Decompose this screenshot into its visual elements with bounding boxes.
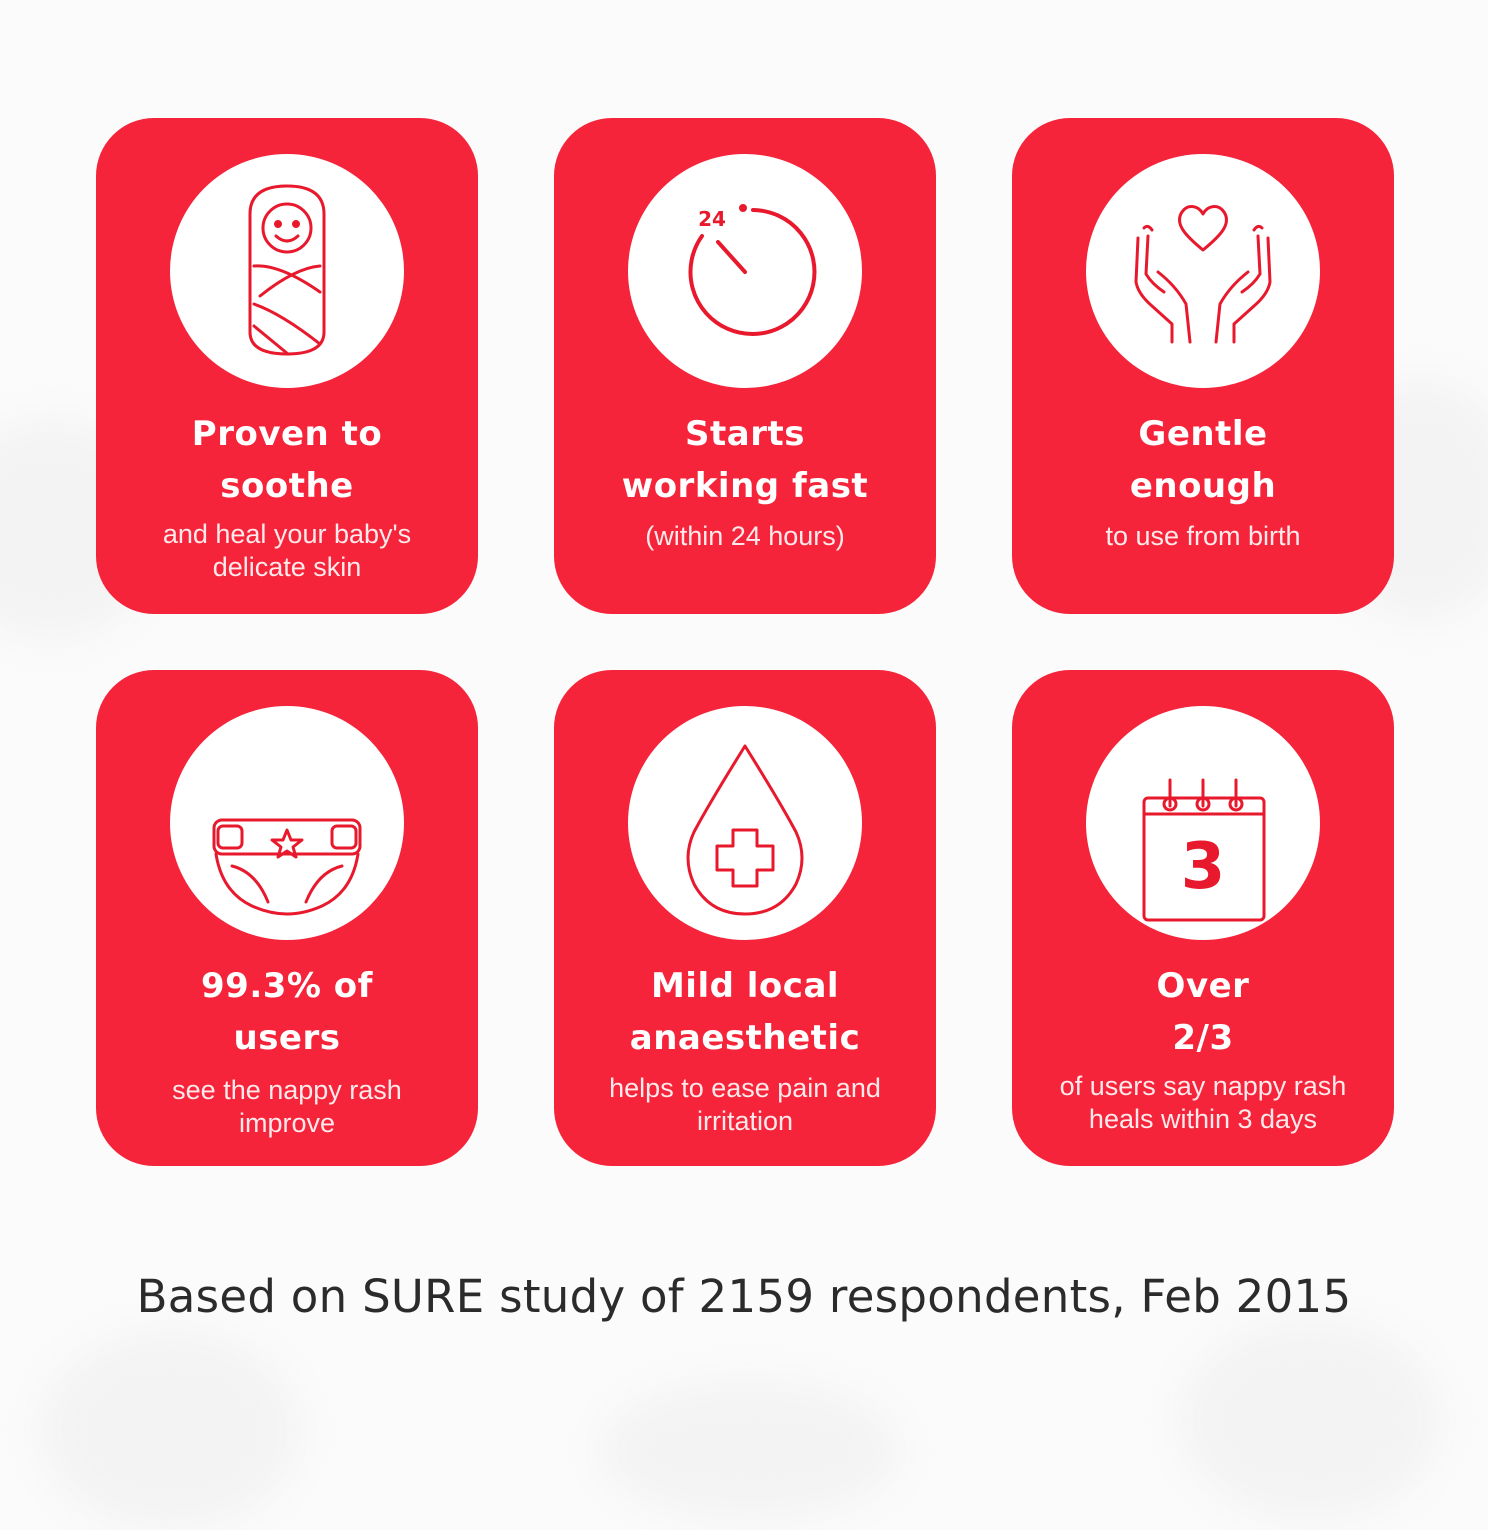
card-title: Proven to soothe xyxy=(191,414,383,506)
drop-cross-icon xyxy=(628,706,862,940)
icon-circle xyxy=(170,154,404,388)
calendar-day-number: 3 xyxy=(1180,830,1226,904)
feature-card-users-improve xyxy=(96,670,478,1166)
icon-circle xyxy=(1086,706,1320,940)
card-title: Over 2/3 xyxy=(1156,966,1250,1058)
feature-card-3-days xyxy=(1012,670,1394,1166)
24-hour-timer-icon xyxy=(628,154,862,388)
card-title: 99.3% of users xyxy=(201,966,373,1058)
timer-hours-label: 24 xyxy=(698,207,726,231)
card-subtitle: to use from birth xyxy=(1105,521,1301,551)
background-blob xyxy=(600,1380,900,1520)
card-title: Starts working fast xyxy=(621,414,869,506)
icon-circle xyxy=(628,154,862,388)
card-subtitle: helps to ease pain and irritation xyxy=(609,1073,881,1136)
feature-card-fast xyxy=(554,118,936,614)
feature-card-gentle xyxy=(1012,118,1394,614)
icon-circle xyxy=(1086,154,1320,388)
card-title: Mild local anaesthetic xyxy=(629,966,861,1058)
study-footnote: Based on SURE study of 2159 respondents, Feb 2015 xyxy=(136,1270,1352,1323)
card-subtitle: and heal your baby's delicate skin xyxy=(162,519,412,582)
card-subtitle: (within 24 hours) xyxy=(645,521,845,551)
background-blob xyxy=(40,1330,300,1530)
swaddled-baby-icon xyxy=(170,154,404,388)
card-subtitle: of users say nappy rash heals within 3 days xyxy=(1059,1071,1347,1134)
feature-card-anaesthetic xyxy=(554,670,936,1166)
icon-circle xyxy=(628,706,862,940)
calendar-3-icon xyxy=(1086,706,1320,940)
feature-card-soothe xyxy=(96,118,478,614)
nappy-star-icon xyxy=(170,706,404,940)
hands-heart-icon xyxy=(1086,154,1320,388)
card-subtitle: see the nappy rash improve xyxy=(172,1075,402,1138)
icon-circle xyxy=(170,706,404,940)
background-blob xyxy=(1180,1320,1440,1520)
card-title: Gentle enough xyxy=(1129,414,1277,506)
